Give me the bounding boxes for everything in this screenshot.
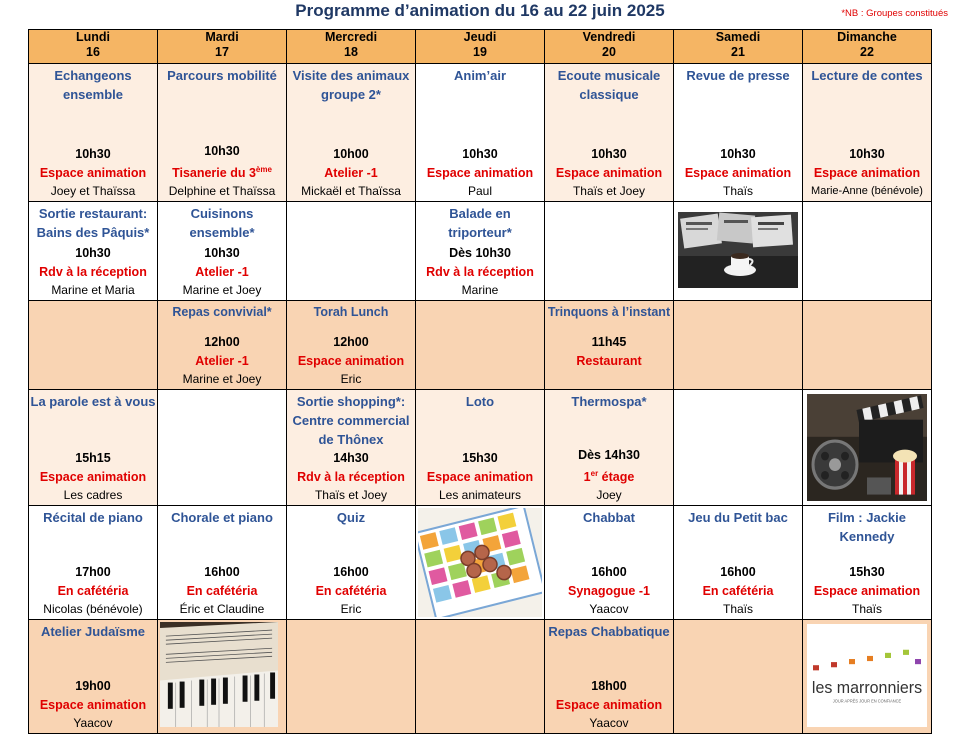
activity-cell (674, 64, 803, 202)
empty-cell (674, 620, 803, 734)
activity-time: 10h30 (75, 147, 111, 161)
groups-note: *NB : Groupes constitués (841, 8, 948, 19)
activity-time: 10h30 (591, 147, 627, 161)
empty-cell (416, 301, 545, 390)
day-name: Lundi (75, 30, 110, 44)
activity-title: Anim’air (453, 68, 506, 83)
activity-people: Marine et Maria (51, 283, 135, 297)
activity-place: Espace animation (555, 698, 663, 712)
activity-people: Thaïs et Joey (314, 488, 388, 502)
activity-people: Yaacov (589, 602, 629, 616)
activity-people: Joey et Thaïssa (50, 184, 136, 198)
day-header-lundi (29, 30, 158, 64)
activity-title: Jeu du Petit bac (688, 510, 788, 525)
piano-sheet-music-photo (160, 622, 278, 727)
activity-time: 16h00 (333, 565, 369, 579)
empty-cell (803, 301, 932, 390)
logo-wordmark: les marronniers (811, 678, 923, 698)
activity-title: Parcours mobilité (167, 68, 277, 83)
day-header-vendredi (545, 30, 674, 64)
activity-time: 10h30 (720, 147, 756, 161)
activity-people: Thaïs (722, 602, 753, 616)
activity-place: En cafétéria (315, 584, 387, 598)
activity-title: Loto (465, 394, 495, 409)
page-title: Programme d’animation du 16 au 22 juin 2025 (295, 1, 665, 20)
activity-cell (29, 202, 158, 301)
cinema-clapper-photo (807, 394, 927, 501)
activity-title: Repas convivial* (172, 305, 272, 319)
activity-people: Yaacov (73, 716, 113, 730)
activity-time: 17h00 (75, 565, 111, 579)
activity-place: En cafétéria (57, 584, 129, 598)
activity-title: La parole est à vous (30, 394, 156, 409)
logo-tagline: JOUR APRÈS JOUR EN CONFIANCE (832, 698, 902, 704)
activity-cell (545, 390, 674, 506)
activity-place: Rdv à la réception (39, 265, 147, 279)
place-text: 1 (583, 470, 591, 484)
les-marronniers-logo (807, 624, 927, 727)
activity-cell (29, 390, 158, 506)
activity-cell (803, 506, 932, 620)
day-name: Mercredi (324, 30, 378, 44)
image-cell (416, 506, 545, 620)
activity-time: 10h30 (204, 143, 240, 158)
empty-cell (287, 620, 416, 734)
day-date: 17 (215, 45, 229, 59)
activity-title: Cuisinons ensemble* (189, 206, 255, 240)
activity-place: Restaurant (576, 354, 642, 368)
activity-people: Éric et Claudine (179, 602, 265, 616)
activity-people: Yaacov (589, 716, 629, 730)
activity-people: Marie-Anne (bénévole) (811, 185, 923, 197)
activity-title: Atelier Judaïsme (40, 624, 146, 639)
activity-title: Trinquons à l’instant (547, 305, 671, 319)
activity-people: Thaïs (851, 602, 882, 616)
activity-time: 12h00 (333, 335, 369, 349)
activity-cell (29, 506, 158, 620)
activity-title: Sortie shopping*: Centre commercial de Thônex (292, 394, 410, 447)
activity-title: Chorale et piano (171, 510, 273, 525)
activity-title: Torah Lunch (313, 305, 389, 319)
activity-time: 18h00 (591, 679, 627, 693)
day-date: 16 (86, 45, 100, 59)
activity-place: Atelier -1 (324, 166, 378, 180)
activity-cell (545, 620, 674, 734)
activity-title: Lecture de contes (811, 68, 923, 83)
activity-cell (29, 620, 158, 734)
activity-people: Les animateurs (438, 488, 522, 502)
day-header-row (29, 30, 932, 64)
activity-time: 10h30 (849, 147, 885, 161)
activity-time: 15h30 (849, 565, 885, 579)
place-text-tail: étage (598, 470, 635, 484)
activity-place: Rdv à la réception (426, 265, 534, 279)
activity-time: 16h00 (720, 565, 756, 579)
activity-place: Espace animation (39, 166, 147, 180)
activity-people: Les cadres (63, 488, 123, 502)
empty-cell (158, 390, 287, 506)
activity-time: 10h00 (333, 147, 369, 161)
day-header-mercredi (287, 30, 416, 64)
place-superscript: er (590, 468, 599, 478)
activity-title: Récital de piano (43, 510, 143, 525)
activity-people: Marine et Joey (182, 372, 262, 386)
activity-place: En cafétéria (702, 584, 774, 598)
activity-place: Rdv à la réception (297, 470, 405, 484)
activity-place: Espace animation (813, 166, 921, 180)
activity-title: Revue de presse (686, 68, 790, 83)
activity-people: Marine (461, 283, 499, 297)
activity-cell (287, 301, 416, 390)
activity-place: Atelier -1 (195, 354, 249, 368)
activity-time: 12h00 (204, 335, 240, 349)
activity-cell (416, 64, 545, 202)
place-superscript: ème (255, 164, 272, 174)
schedule-row-late-afternoon (29, 506, 932, 620)
activity-place: Espace animation (39, 698, 147, 712)
activity-people: Thaïs (722, 184, 753, 198)
activity-place: Espace animation (684, 166, 792, 180)
activity-time: 11h45 (591, 335, 627, 349)
activity-time: 15h30 (462, 451, 498, 465)
schedule-row-morning (29, 64, 932, 202)
activity-place: Espace animation (426, 470, 534, 484)
day-name: Jeudi (463, 30, 497, 44)
activity-cell (158, 506, 287, 620)
activity-time: 15h15 (75, 451, 111, 465)
empty-cell (287, 202, 416, 301)
empty-cell (803, 202, 932, 301)
day-name: Mardi (205, 30, 239, 44)
activity-cell (29, 64, 158, 202)
activity-people: Nicolas (bénévole) (43, 602, 143, 616)
day-date: 19 (473, 45, 487, 59)
activity-cell (158, 301, 287, 390)
activity-people: Eric (340, 602, 362, 616)
newspapers-coffee-photo (678, 212, 798, 288)
empty-cell (416, 620, 545, 734)
activity-place: Synagogue -1 (568, 584, 650, 598)
activity-people: Thaïs et Joey (572, 184, 646, 198)
empty-cell (674, 301, 803, 390)
activity-people: Joey (596, 488, 622, 502)
activity-place: En cafétéria (186, 584, 258, 598)
activity-title: Quiz (336, 510, 366, 525)
bingo-card-photo (418, 508, 542, 617)
activity-time: 10h30 (462, 147, 498, 161)
empty-cell (545, 202, 674, 301)
activity-cell (287, 506, 416, 620)
logo-cell (803, 620, 932, 734)
activity-cell (674, 506, 803, 620)
activity-place: Espace animation (813, 584, 921, 598)
activity-place (158, 161, 286, 182)
activity-people: Eric (340, 372, 362, 386)
activity-cell (416, 390, 545, 506)
activity-cell (158, 202, 287, 301)
image-cell (674, 202, 803, 301)
activity-time: 10h30 (75, 246, 111, 260)
day-header-dimanche (803, 30, 932, 64)
day-header-samedi (674, 30, 803, 64)
activity-title: Thermospa* (571, 394, 647, 409)
day-date: 21 (731, 45, 745, 59)
day-date: 22 (860, 45, 874, 59)
activity-people: Mickaël et Thaïssa (301, 184, 401, 198)
activity-people: Delphine et Thaïssa (168, 184, 276, 198)
day-date: 18 (344, 45, 358, 59)
activity-title: Echangeons ensemble (54, 68, 132, 102)
activity-time: 16h00 (591, 565, 627, 579)
activity-cell (416, 202, 545, 301)
activity-cell (545, 506, 674, 620)
day-header-jeudi (416, 30, 545, 64)
activity-title: Ecoute musicale classique (557, 68, 661, 102)
day-date: 20 (602, 45, 616, 59)
day-name: Vendredi (582, 30, 636, 44)
activity-place: Espace animation (39, 470, 147, 484)
activity-time: Dès 14h30 (578, 447, 640, 462)
day-header-mardi (158, 30, 287, 64)
activity-cell (287, 64, 416, 202)
activity-place: Espace animation (555, 166, 663, 180)
day-name: Dimanche (837, 30, 897, 44)
activity-cell (545, 301, 674, 390)
activity-place (545, 465, 673, 486)
schedule-table (28, 29, 932, 734)
activity-place: Espace animation (297, 354, 405, 368)
activity-people: Marine et Joey (182, 283, 262, 297)
activity-title: Sortie restaurant: Bains des Pâquis* (36, 206, 150, 240)
activity-cell (545, 64, 674, 202)
activity-title: Visite des animaux groupe 2* (292, 68, 410, 102)
schedule-row-late-morning (29, 202, 932, 301)
activity-people: Paul (467, 184, 493, 198)
activity-time: 19h00 (75, 679, 111, 693)
empty-cell (29, 301, 158, 390)
activity-place: Espace animation (426, 166, 534, 180)
activity-time: 10h30 (204, 246, 240, 260)
activity-time: 16h00 (204, 565, 240, 579)
activity-title: Balade en triporteur* (448, 206, 512, 240)
image-cell (158, 620, 287, 734)
activity-time: Dès 10h30 (449, 246, 511, 260)
schedule-row-lunch (29, 301, 932, 390)
image-cell (803, 390, 932, 506)
activity-cell (287, 390, 416, 506)
activity-place: Atelier -1 (195, 265, 249, 279)
place-text: Tisanerie du 3 (172, 166, 256, 180)
activity-cell (803, 64, 932, 202)
activity-title: Chabbat (583, 510, 635, 525)
empty-cell (674, 390, 803, 506)
activity-time: 14h30 (333, 451, 369, 465)
activity-title: Film : Jackie Kennedy (827, 510, 907, 544)
day-name: Samedi (715, 30, 761, 44)
activity-cell (158, 64, 287, 202)
schedule-row-afternoon (29, 390, 932, 506)
activity-title: Repas Chabbatique (548, 624, 670, 639)
schedule-row-evening (29, 620, 932, 734)
